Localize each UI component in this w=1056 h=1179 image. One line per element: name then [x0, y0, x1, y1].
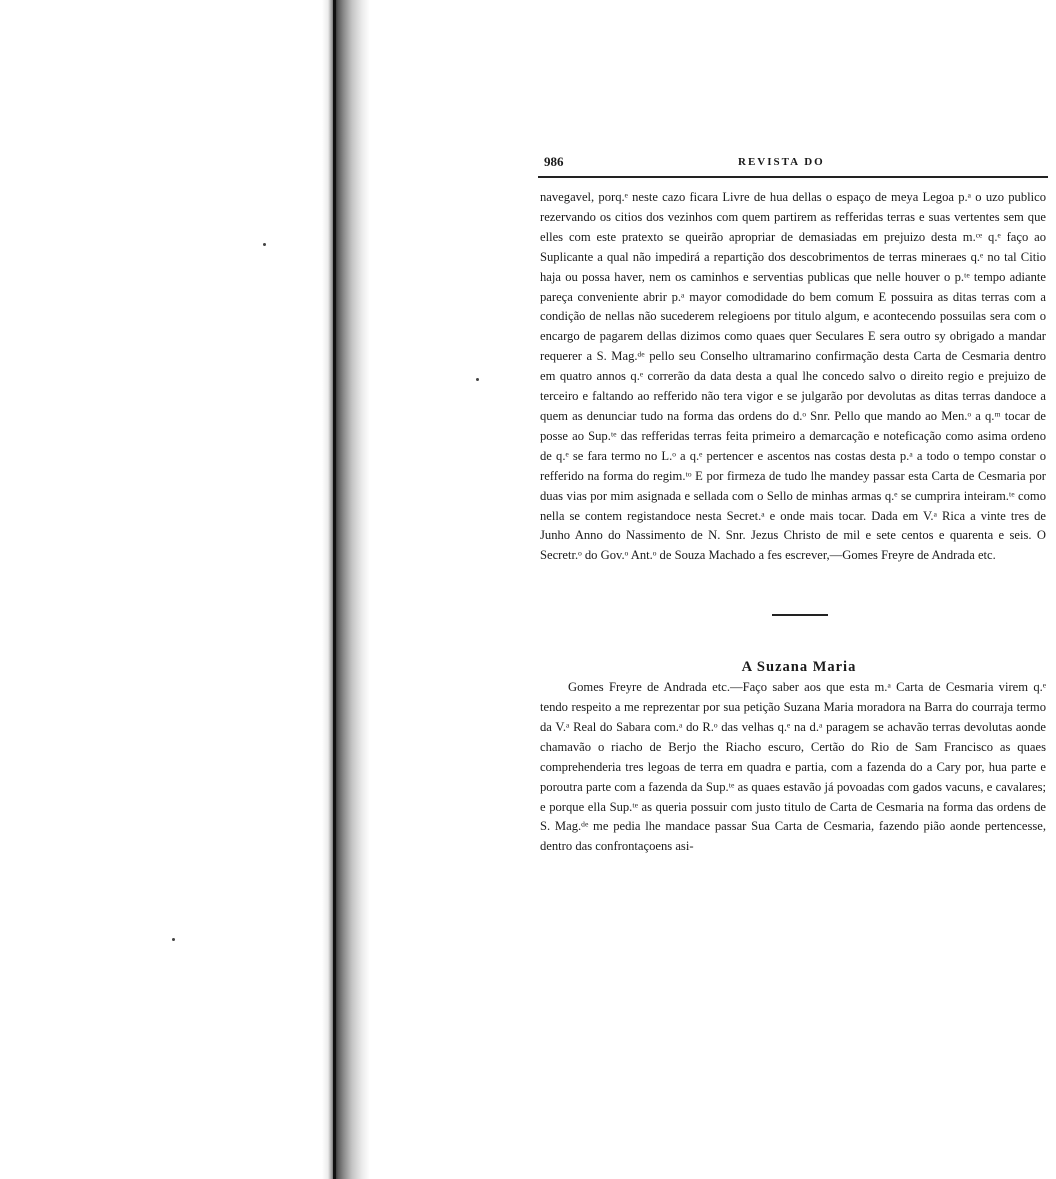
scan-speck	[476, 378, 479, 381]
section-heading: A Suzana Maria	[741, 659, 857, 676]
book-page	[528, 150, 1048, 857]
scan-speck	[263, 243, 266, 246]
document-body	[540, 188, 1046, 857]
page-number: 986	[544, 154, 564, 169]
section-divider	[772, 614, 828, 616]
header-rule	[538, 176, 1048, 178]
passage-suzana-maria: Gomes Freyre de Andrada etc.—Faço saber aos que esta m.ᵃ Carta de Cesmaria virem q.ᵉ tendo respeito a me reprezentar por sua petição Suzana Maria moradora na Barra do courraja termo da V.ᵃ Real do Sabara com.ᵃ do R.ᵒ das velhas q.ᵉ na d.ᵃ paragem se achavão terras devolutas aonde chamavão o riacho de Berjo the Riacho escuro, Certão do Rio de Sam Francisco as quaes comprehenderia tres legoas de terra em quadra e partia, com a fazenda do a Cary por, hua parte e poroutra parte com a fazenda da Sup.ᵗᵉ as quaes estavão já povoadas com gados vacuns, e cavalares; e porque ella Sup.ᵗᵉ as queria possuir com justo titulo de Carta de Cesmaria na forma das ordens de S. Mag.ᵈᵉ me pedia lhe mandace passar Sua Carta de Cesmaria, fazendo pião aonde pertencesse, dentro das confrontaçoens asi-	[540, 680, 1046, 854]
running-header	[528, 150, 1048, 172]
scan-speck	[172, 938, 175, 941]
running-title: REVISTA DO	[738, 156, 825, 168]
spine-line	[333, 0, 336, 1179]
book-gutter	[322, 0, 370, 1179]
passage-continued: navegavel, porq.ᵉ neste cazo ficara Livre de hua dellas o espaço de meya Legoa p.ᵃ o uzo publico rezervando os citios dos vezinhos com quem partirem as refferidas terras e suas vertentes sem que elles com este pratexto se queirão apropriar de demasiadas em prejuizo desta m.ᶜᵉ q.ᵉ faço ao Suplicante a qual não impedirá a repartição dos descobrimentos de terras mineraes q.ᵉ no tal Citio haja ou possa haver, nem os caminhos e serventias publicas que nelle houver o p.ᵗᵉ tempo adiante pareça conveniente abrir p.ᵃ mayor comodidade do bem comum E possuira as ditas terras com a condição de nellas não sucederem relegioens por titulo algum, e acontecendo possuilas sera com o encargo de pagarem dellas dizimos como quaes quer Seculares E sera outro sy obrigado a mandar requerer a S. Mag.ᵈᵉ pello seu Conselho ultramarino confirmação desta Carta de Cesmaria dentro em quatro annos q.ᵉ correrão da data desta a qual lhe concedo salvo o direito regio e prejuizo de terceiro e faltando ao refferido não tera vigor e se julgarão por devolutas as ditas terras dandoce a quem as denunciar tudo na forma das ordens do d.ᵒ Snr. Pello que mando ao Men.ᵒ a q.ᵐ tocar de posse ao Sup.ᵗᵉ das refferidas terras feita primeiro a demarcação e noteficação como asima ordeno de q.ᵉ se fara termo no L.ᵒ a q.ᵉ pertencer e ascentos nas costas desta p.ᵃ a todo o tempo constar o refferido na forma do regim.ᵗᵒ E por firmeza de tudo lhe mandey passar esta Carta de Cesmaria por duas vias por mim asignada e sellada com o Sello de minhas armas q.ᵉ se cumprira inteiram.ᵗᵉ como nella se contem registandoce nesta Secret.ᵃ e onde mais tocar. Dada em V.ᵃ Rica a vinte tres de Junho Anno do Nassimento de N. Snr. Jezus Christo de mil e sete centos e quarenta e seis. O Secretr.ᵒ do Gov.ᵒ Ant.ᵒ de Souza Machado a fes escrever,—Gomes Freyre de Andrada etc.	[540, 190, 1046, 563]
